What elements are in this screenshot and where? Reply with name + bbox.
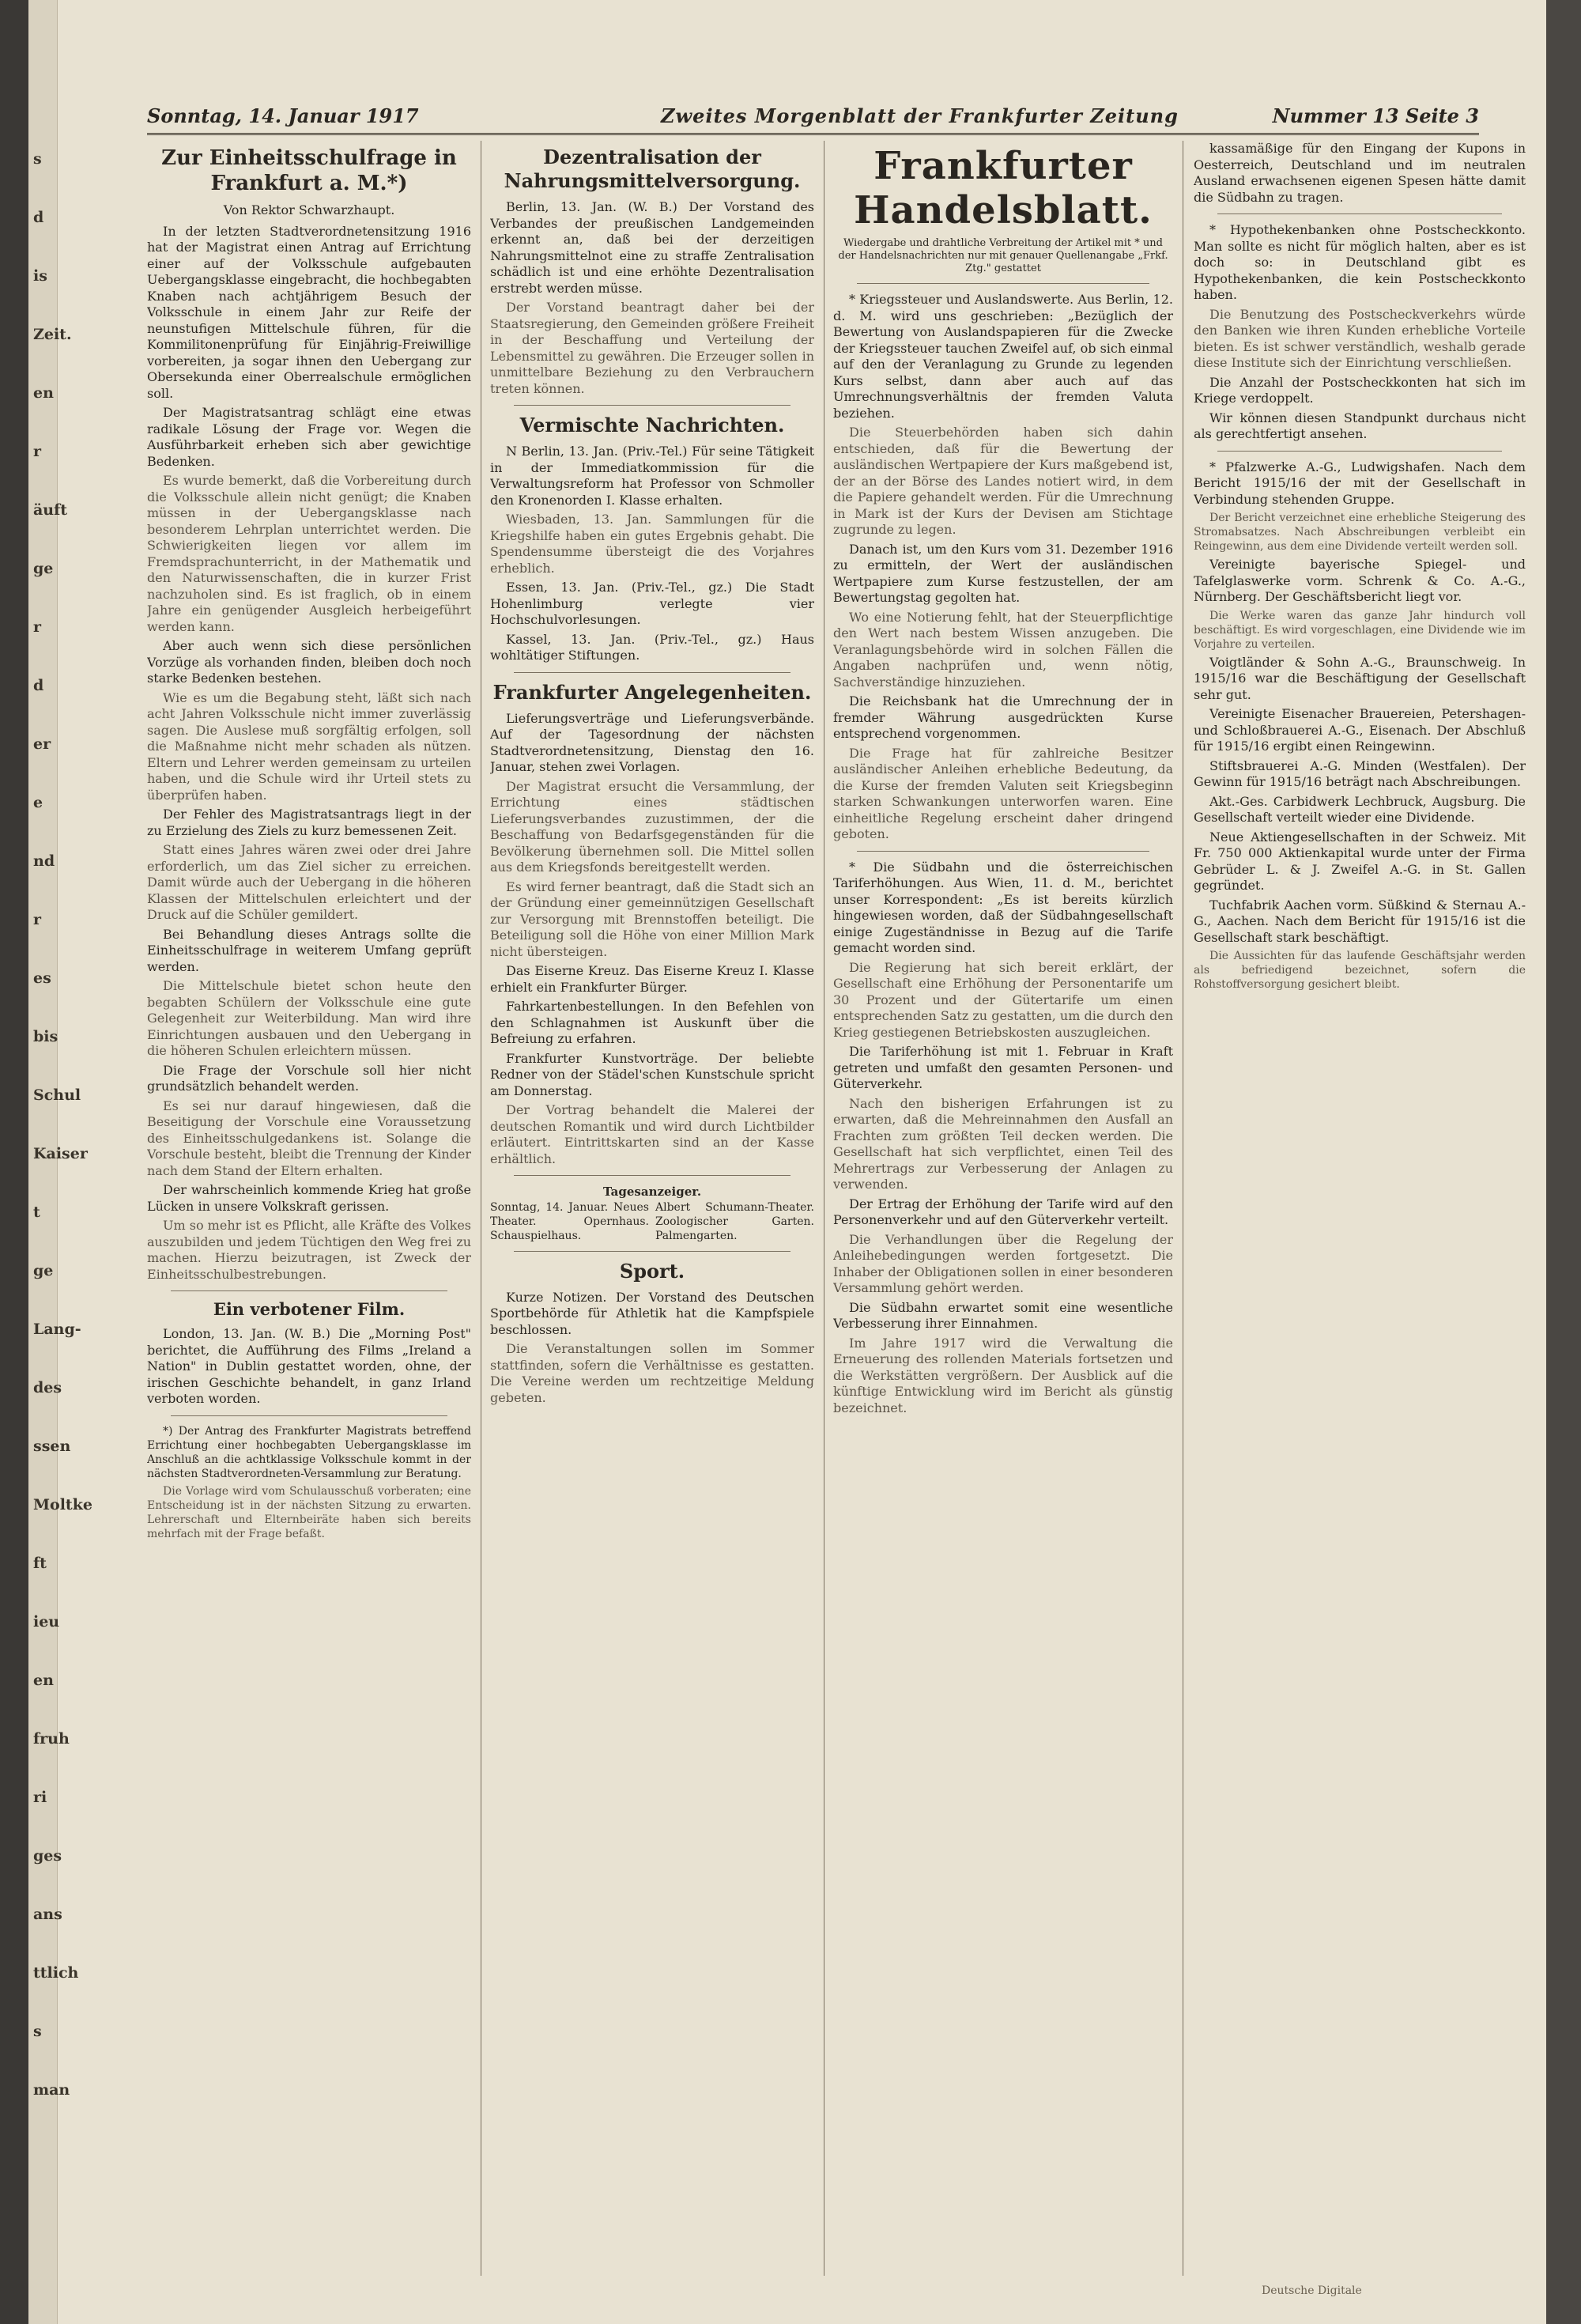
section-heading: Vermischte Nachrichten. (519, 414, 785, 436)
edge-fragment: d (33, 209, 44, 226)
edge-fragment: Kaiser (33, 1145, 88, 1162)
edge-fragment: Zeit. (33, 326, 72, 343)
paragraph-filler: Die Verhandlungen über die Regelung der Anleihebedingungen werden fortgesetzt. Die Inhaber der Obligationen sollen in einer besonderen Versammlung gehört werden. (833, 1231, 1173, 1295)
column-3 (833, 141, 1173, 2276)
footnote: *) Der Antrag des Frankfurter Magistrats betreffend Errichtung einer hochbegabten Uebergangsklasse im Anschluß an die achtklassige Volksschule kommt in der nächsten Stadtverordneten-Versammlung zur Beratung. (147, 1424, 471, 1480)
paragraph: Der Fehler des Magistratsantrags liegt in der zu Erzielung des Ziels zu kurz bemessenen Zeit. (147, 807, 471, 838)
paragraph: Essen, 13. Jan. (Priv.-Tel., gz.) Die Stadt Hohenlimburg verlegte vier Hochschulvorlesungen. (490, 580, 814, 627)
paragraph: London, 13. Jan. (W. B.) Die „Morning Post" berichtet, die Aufführung des Films „Ireland a Nation" in Dublin gestattet worden, ohne, der irischen Geschichte behandelt, in ganz Irland verboten worden. (147, 1326, 471, 1406)
edge-fragment: äuft (33, 501, 68, 519)
paragraph: Bei Behandlung dieses Antrags sollte die Einheitsschulfrage in weiterem Umfang geprüft werden. (147, 926, 471, 974)
edge-fragment: is (33, 267, 47, 285)
paragraph: Die Reichsbank hat die Umrechnung der in fremder Währung ausgedrückten Kurse entsprechend vorgenommen. (833, 693, 1173, 741)
column-4 (1194, 141, 1526, 2276)
header-paper-name: Zweites Morgenblatt der Frankfurter Zeitung (661, 104, 1179, 127)
edge-fragment: fruh (33, 1730, 70, 1748)
paragraph: Lieferungsverträge und Lieferungsverbände. Auf der Tagesordnung der nächsten Stadtverordnetensitzung, Dienstag den 16. Januar, stehen zwei Vorlagen. (490, 710, 814, 774)
paragraph-filler: Die Vorlage wird vom Schulausschuß vorberaten; eine Entscheidung ist in der nächsten Sitzung zu erwarten. Lehrerschaft und Elternbeiräte haben sich bereits mehrfach mit der Frage befaßt. (147, 1484, 471, 1540)
paragraph: N Berlin, 13. Jan. (Priv.-Tel.) Für seine Tätigkeit in der Immediatkommission für die Verwaltungsreform hat Professor von Schmoller den Kronenorden I. Klasse erhalten. (490, 444, 814, 508)
paragraph: Vereinigte bayerische Spiegel- und Tafelglaswerke vorm. Schrenk & Co. A.-G., Nürnberg. Der Geschäftsbericht liegt vor. (1194, 557, 1526, 604)
paragraph-filler: Nach den bisherigen Erfahrungen ist zu erwarten, daß die Mehreinnahmen den Ausfall an Frachten zum größten Teil decken werden. Die Gesellschaft hat sich verpflichtet, einen Teil des Mehrertrags zur Verbesserung der Anlagen zu verwenden. (833, 1095, 1173, 1192)
paragraph: Der Magistratsantrag schlägt eine etwas radikale Lösung der Frage vor. Wegen die Ausführbarkeit erheben sich aber gewichtige Bedenken. (147, 405, 471, 469)
paragraph-filler: Statt eines Jahres wären zwei oder drei Jahre erforderlich, um das Ziel sicher zu erreichen. Damit würde auch der Uebergang in die höheren Klassen der Mittelschulen erleichtert und der Druck auf die Schüler gemildert. (147, 842, 471, 922)
paragraph: Wir können diesen Standpunkt durchaus nicht als gerechtfertigt ansehen. (1194, 410, 1526, 441)
edge-fragment: r (33, 911, 42, 928)
paragraph-filler: Der Vortrag behandelt die Malerei der deutschen Romantik und wird durch Lichtbilder erläutert. Eintrittskarten sind an der Kasse erhältlich. (490, 1102, 814, 1166)
paragraph: Die Südbahn erwartet somit eine wesentliche Verbesserung ihrer Einnahmen. (833, 1299, 1173, 1331)
paragraph: Berlin, 13. Jan. (W. B.) Der Vorstand des Verbandes der preußischen Landgemeinden erkennt an, daß bei der derzeitigen Nahrungsmittelnot eine zu straffe Zentralisation schädlich ist und eine erhöhte Dezentralisation erstrebt werden müsse. (490, 199, 814, 296)
article-title: Ein verbotener Film. (213, 1299, 406, 1319)
edge-fragment: Lang- (33, 1321, 81, 1338)
edge-fragment: t (33, 1204, 40, 1221)
paragraph-filler: Der Magistrat ersucht die Versammlung, der Errichtung eines städtischen Lieferungsverbandes zuzustimmen, der die Beschaffung von Bedarfsgegenständen für die Bevölkerung übernehmen soll. Die Mittel sollen aus dem Kriegsfonds bereitgestellt werden. (490, 778, 814, 875)
agenda-right: Albert Schumann-Theater. Zoologischer Garten. Palmengarten. (655, 1200, 814, 1242)
divider (857, 283, 1149, 284)
masthead-note: Wiedergabe und drahtliche Verbreitung der Artikel mit * und der Handelsnachrichten nur mit genauer Quellenangabe „Frkf. Ztg." gestattet (838, 237, 1168, 274)
divider (514, 1251, 790, 1252)
divider (514, 405, 790, 406)
paragraph-filler: Wiesbaden, 13. Jan. Sammlungen für die Kriegshilfe haben ein gutes Ergebnis gehabt. Die Spendensumme übersteigt die des Vorjahres erheblich. (490, 512, 814, 576)
edge-fragment: ieu (33, 1613, 60, 1631)
paragraph: Danach ist, um den Kurs vom 31. Dezember 1916 zu ermitteln, der Wert der ausländischen Wertpapiere zum Kurse festzustellen, der am Bewertungstag gegolten hat. (833, 541, 1173, 605)
paragraph: Der wahrscheinlich kommende Krieg hat große Lücken in unsere Volkskraft gerissen. (147, 1182, 471, 1214)
article-title: Zur Einheitsschulfrage in Frankfurt a. M.*) (161, 146, 457, 195)
edge-fragment: ge (33, 560, 54, 577)
paragraph-filler: Die Benutzung des Postscheckverkehrs würde den Banken wie ihren Kunden erhebliche Vorteile bieten. Es ist schwer verständlich, weshalb gerade diese Institute sich der Einrichtung verschließen. (1194, 306, 1526, 370)
paragraph: Der Ertrag der Erhöhung der Tarife wird auf den Personenverkehr und auf den Güterverkehr verteilt. (833, 1196, 1173, 1227)
paragraph: * Hypothekenbanken ohne Postscheckkonto. Man sollte es nicht für möglich halten, aber es ist doch so: in Deutschland gibt es Hypothekenbanken, die kein Postscheckkonto haben. (1194, 222, 1526, 302)
edge-fragment: Moltke (33, 1496, 92, 1513)
edge-fragment: ge (33, 1262, 54, 1279)
paragraph: Akt.-Ges. Carbidwerk Lechbruck, Augsburg. Die Gesellschaft verteilt wieder eine Dividende. (1194, 793, 1526, 825)
edge-fragment: nd (33, 852, 55, 870)
header-date: Sonntag, 14. Januar 1917 (147, 104, 419, 127)
edge-fragment: bis (33, 1028, 58, 1045)
paragraph: * Die Südbahn und die österreichischen Tariferhöhungen. Aus Wien, 11. d. M., berichtet unser Korrespondent: „Es ist bereits kürzlich hingewiesen worden, daß der Südbahngesellschaft einige Zugeständnisse in Bezug auf die Tarife gemacht worden sind. (833, 859, 1173, 955)
edge-fragment: ttlich (33, 1964, 79, 1982)
edge-fragment: s (33, 2023, 42, 2040)
paragraph: Kassel, 13. Jan. (Priv.-Tel., gz.) Haus wohltätiger Stiftungen. (490, 631, 814, 663)
divider (857, 851, 1149, 852)
paragraph: Kurze Notizen. Der Vorstand des Deutschen Sportbehörde für Athletik hat die Kampfspiele beschlossen. (490, 1289, 814, 1337)
edge-fragment: Schul (33, 1086, 81, 1104)
paragraph: Vereinigte Eisenacher Brauereien, Petershagen- und Schloßbrauerei A.-G., Eisenach. Der Abschluß für 1915/16 ergibt einen Reingewinn. (1194, 706, 1526, 754)
newspaper-page (28, 0, 1546, 2324)
edge-fragment: des (33, 1379, 62, 1396)
paragraph: Aber auch wenn sich diese persönlichen Vorzüge als vorhanden finden, bleiben doch noch starke Bedenken bestehen. (147, 638, 471, 686)
paragraph: * Pfalzwerke A.-G., Ludwigshafen. Nach dem Bericht 1915/16 der mit der Gesellschaft in Verbindung stehenden Gruppe. (1194, 459, 1526, 507)
paragraph-filler: Die Regierung hat sich bereit erklärt, der Gesellschaft eine Erhöhung der Personentarife um 30 Prozent und der Gütertarife um einen entsprechenden Satz zu gestatten, um die durch den Krieg gestiegenen Betriebskosten auszugleichen. (833, 959, 1173, 1040)
paragraph-filler: Die Steuerbehörden haben sich dahin entschieden, daß für die Bewertung der ausländischen Wertpapiere der Kurs maßgebend ist, der an der Börse des Landes notiert wird, in dem die Papiere gehandelt werden. Für die Umrechnung in Mark ist der Kurs der Devisen am Stichtage zugrunde zu legen. (833, 425, 1173, 537)
agenda-table (490, 1200, 814, 1243)
paragraph: Frankfurter Kunstvorträge. Der beliebte Redner von der Städel'schen Kunstschule spricht am Donnerstag. (490, 1050, 814, 1098)
paragraph-filler: Die Mittelschule bietet schon heute den begabten Schülern der Volksschule eine gute Gelegenheit zur Weiterbildung. Man wird ihre Einrichtungen ausbauen und den Uebergang in die höheren Schulen erleichtern müssen. (147, 978, 471, 1058)
header-page-number: Nummer 13 Seite 3 (1272, 104, 1479, 127)
edge-fragment: en (33, 384, 54, 402)
edge-fragment: es (33, 969, 51, 987)
edge-fragment: ft (33, 1555, 47, 1572)
edge-fragment: s (33, 150, 42, 168)
paragraph-filler: Um so mehr ist es Pflicht, alle Kräfte des Volkes auszubilden und jedem Tüchtigen den Weg frei zu machen. Hierzu beizutragen, ist Zweck der Einheitsschulbestrebungen. (147, 1218, 471, 1282)
paragraph-filler: Die Veranstaltungen sollen im Sommer stattfinden, sofern die Verhältnisse es gestatten. Die Vereine werden um rechtzeitige Meldung gebeten. (490, 1341, 814, 1405)
paragraph: Die Anzahl der Postscheckkonten hat sich im Kriege verdoppelt. (1194, 374, 1526, 406)
article-byline: Von Rektor Schwarzhaupt. (223, 202, 395, 217)
paragraph-filler: Die Frage hat für zahlreiche Besitzer ausländischer Anleihen erhebliche Bedeutung, da die Kurse der fremden Valuten seit Kriegsbeginn starken Schwankungen unterworfen waren. Eine einheitliche Regelung erscheint daher dringend geboten. (833, 745, 1173, 841)
agenda-left: Sonntag, 14. Januar. Neues Theater. Opernhaus. Schauspielhaus. (490, 1200, 649, 1242)
divider (171, 1415, 447, 1416)
divider (1217, 451, 1502, 452)
paragraph-filler: Es sei nur darauf hingewiesen, daß die Beseitigung der Vorschule eine Voraussetzung des Einheitsschulgedankens ist. Solange die Vorschule besteht, bleibt die Trennung der Kinder nach dem Stand der Eltern erhalten. (147, 1098, 471, 1178)
column-2 (490, 141, 814, 2276)
paragraph-filler: Wie es um die Begabung steht, läßt sich nach acht Jahren Volksschule nicht immer zuverlässig sagen. Die Auslese muß sorgfältig erfolgen, soll die Maßnahme nicht mehr schaden als nützen. Eltern und Lehrer werden gemeinsam zu urteilen haben, und die Schule wird ihr Urteil stets zu überprüfen haben. (147, 690, 471, 803)
edge-fragment: d (33, 677, 44, 694)
column-1 (147, 141, 471, 2276)
paragraph: Voigtländer & Sohn A.-G., Braunschweig. In 1915/16 war die Beschäftigung der Gesellschaft sehr gut. (1194, 654, 1526, 702)
section-heading: Frankfurter Angelegenheiten. (492, 680, 812, 704)
section-masthead: Frankfurter Handelsblatt. (854, 144, 1153, 232)
binding-spine (1546, 0, 1581, 2324)
paragraph-filler: Es wird ferner beantragt, daß die Stadt sich an der Gründung einer gemeinnützigen Gesellschaft zur Versorgung mit Brennstoffen beteiligt. Die Beteiligung soll die Höhe von einer Million Mark nicht übersteigen. (490, 879, 814, 959)
edge-fragment: ri (33, 1789, 47, 1806)
paragraph-filler: Die Werke waren das ganze Jahr hindurch voll beschäftigt. Es wird vorgeschlagen, eine Dividende wie im Vorjahre zu verteilen. (1194, 609, 1526, 651)
footer-note: Deutsche Digitale (1262, 2284, 1362, 2297)
edge-fragment: er (33, 735, 51, 753)
article-title: Dezentralisation der Nahrungsmittelversorgung. (504, 145, 801, 192)
adjacent-page-edge (28, 0, 92, 2324)
edge-fragment: ssen (33, 1438, 71, 1455)
paragraph: Die Tariferhöhung ist mit 1. Februar in Kraft getreten und umfaßt den gesamten Personen- und Güterverkehr. (833, 1044, 1173, 1091)
paragraph: Stiftsbrauerei A.-G. Minden (Westfalen). Der Gewinn für 1915/16 beträgt nach Abschreibungen. (1194, 758, 1526, 789)
divider (514, 672, 790, 673)
edge-fragment: e (33, 794, 43, 811)
page-header (147, 101, 1479, 135)
paragraph-filler: Wo eine Notierung fehlt, hat der Steuerpflichtige den Wert nach bestem Wissen anzugeben. Die Veranlagungsbehörde wird in solchen Fällen die Angaben nachprüfen und, wenn nötig, Sachverständige hinzuziehen. (833, 609, 1173, 690)
edge-fragment: r (33, 443, 42, 460)
paragraph-filler: Die Aussichten für das laufende Geschäftsjahr werden als befriedigend bezeichnet, sofern die Rohstoffversorgung gesichert bleibt. (1194, 950, 1526, 991)
paragraph: kassamäßige für den Eingang der Kupons in Oesterreich, Deutschland und im neutralen Ausland erwachsenen eigenen Spesen hätte damit die Südbahn zu tragen. (1194, 141, 1526, 205)
edge-fragment: man (33, 2081, 70, 2099)
agenda-title: Tagesanzeiger. (602, 1185, 702, 1199)
paragraph: * Kriegssteuer und Auslandswerte. Aus Berlin, 12. d. M. wird uns geschrieben: „Bezüglich der Bewertung von Auslandspapieren für die Zwecke der Kriegssteuer tauchen Zweifel auf, ob sich einmal auf den der Veranlagung zu Grunde zu legenden Kurs selbst, dann aber auch auf das Umrechnungsverhältnis der fremden Valuta beziehen. (833, 292, 1173, 421)
section-heading: Sport. (619, 1259, 685, 1283)
divider (171, 1290, 447, 1291)
edge-fragment: ans (33, 1906, 62, 1923)
paragraph: Fahrkartenbestellungen. In den Befehlen von den Schlagnahmen ist Auskunft über die Befreiung zu erfahren. (490, 999, 814, 1046)
paragraph-filler: Der Vorstand beantragt daher bei der Staatsregierung, den Gemeinden größere Freiheit in der Beschaffung und Verteilung der Lebensmittel zu gewähren. Die Erzeuger sollen in unmittelbare Beziehung zu den Verbrauchern treten können. (490, 300, 814, 396)
paragraph: Neue Aktiengesellschaften in der Schweiz. Mit Fr. 750 000 Aktienkapital wurde unter der Firma Gebrüder L. & J. Zweifel A.-G. in St. Gallen gegründet. (1194, 829, 1526, 893)
paragraph-filler: Der Bericht verzeichnet eine erhebliche Steigerung des Stromabsatzes. Nach Abschreibungen verbleibt ein Reingewinn, aus dem eine Dividende verteilt werden soll. (1194, 512, 1526, 553)
divider (514, 1175, 790, 1176)
paragraph: Die Frage der Vorschule soll hier nicht grundsätzlich behandelt werden. (147, 1062, 471, 1094)
edge-fragment: r (33, 618, 42, 636)
edge-fragment: en (33, 1672, 54, 1689)
edge-fragment: ges (33, 1847, 62, 1865)
paragraph-filler: Im Jahre 1917 wird die Verwaltung die Erneuerung des rollenden Materials fortsetzen und die Werkstätten vergrößern. Der Ausblick auf die künftige Entwicklung wird im Bericht als günstig bezeichnet. (833, 1335, 1173, 1415)
paragraph: In der letzten Stadtverordnetensitzung 1916 hat der Magistrat einen Antrag auf Errichtung einer auf der Volksschule aufgebauten Uebergangsklasse eingebracht, die hochbegabten Knaben nach achtjährigem Besuch der Volksschule in einem Jahr zur Reife der neunstufigen Mittelschule führen, für die Kommilitonenprüfung für Einjährig-Freiwillige vorbereiten, ja sogar ihnen den Uebergang zur Obersekunda einer Oberrealschule ermöglichen soll. (147, 223, 471, 401)
paragraph: Das Eiserne Kreuz. Das Eiserne Kreuz I. Klasse erhielt ein Frankfurter Bürger. (490, 963, 814, 995)
paragraph-filler: Es wurde bemerkt, daß die Vorbereitung durch die Volksschule allein nicht genügt; die Knaben müssen in der Uebergangsklasse nach besonderem Lehrplan unterrichtet werden. Die Schwierigkeiten liegen vor allem im Fremdsprachunterricht, in der Mathematik und den Naturwissenschaften, die in kurzer Frist nachzuholen sind. Es ist fraglich, ob in einem Jahre ein genügender Ausgleich herbeigeführt werden kann. (147, 473, 471, 634)
paragraph: Tuchfabrik Aachen vorm. Süßkind & Sternau A.-G., Aachen. Nach dem Bericht für 1915/16 ist die Gesellschaft stark beschäftigt. (1194, 897, 1526, 945)
